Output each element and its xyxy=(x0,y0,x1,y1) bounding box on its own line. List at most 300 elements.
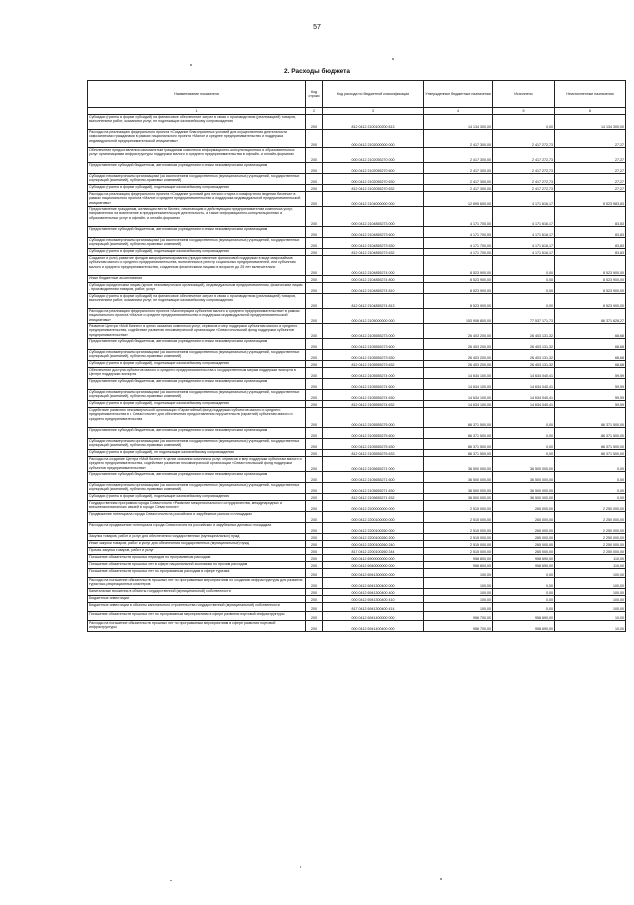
table-row xyxy=(88,238,626,249)
cell-name: Предоставление гражданам, желающим вести бизнес, начинающим и действующим предпринимателям комплекса услуг, направленных на вовлечение в предпринимательскую деятельность, а также информационно-консультационных и образовательных услуг в офлайн- и онлайн-форматах xyxy=(88,207,306,227)
cell-unexecuted: 2 250 000,00 xyxy=(555,541,626,548)
cell-name: Субсидии (гранты в форме субсидий) на финансовое обеспечение затрат в связи с производством (реализацией) товаров, выполнением работ, оказанием услуг, не подлежащие казначейскому сопровождению xyxy=(88,294,306,309)
cell-executed: 0,00 xyxy=(493,408,555,428)
cell-approved: 153 908 800,00 xyxy=(424,309,493,324)
table-row xyxy=(88,339,626,350)
cell-kbk: 000 0412 2105655271 600 xyxy=(323,472,424,483)
cell-code: 200 xyxy=(306,174,323,185)
cell-approved: 86 371 500,00 xyxy=(424,428,493,439)
table-row xyxy=(88,324,626,339)
cell-name: Субсидии некоммерческим организациям (за исключением государственных (муниципальных) учреждений, государственных корпораций (компаний), публично-правовых компаний) xyxy=(88,390,306,401)
cell-kbk: 000 0412 2105655271 630 xyxy=(323,483,424,494)
cell-executed: 265 000,00 xyxy=(493,523,555,534)
cell-name: Субсидии (гранты в форме субсидий), подлежащие казначейскому сопровождению xyxy=(88,494,306,501)
cell-executed: 14 634 040,41 xyxy=(493,379,555,390)
cell-approved: 2 515 000,00 xyxy=(424,541,493,548)
cell-executed: 4 171 616,17 xyxy=(493,249,555,256)
cell-unexecuted: 27,27 xyxy=(555,148,626,163)
table-row xyxy=(88,428,626,439)
cell-kbk: 000 0412 2200100260 200 xyxy=(323,534,424,541)
cell-approved: 4 171 700,00 xyxy=(424,227,493,238)
table-row xyxy=(88,174,626,185)
cell-kbk: 812 0412 2104855273 632 xyxy=(323,249,424,256)
cell-kbk: 000 0412 2105555275 630 xyxy=(323,439,424,450)
table-row xyxy=(88,603,626,612)
cell-code: 200 xyxy=(306,494,323,501)
scan-speck xyxy=(440,878,442,880)
cell-kbk: 812 0412 2105555275 633 xyxy=(323,450,424,457)
cell-unexecuted: 14 134 300,00 xyxy=(555,115,626,130)
cell-kbk: 812 0412 2100100200 813 xyxy=(323,115,424,130)
cell-unexecuted: 68,68 xyxy=(555,324,626,339)
cell-executed: 0,00 xyxy=(493,256,555,276)
cell-name: Расходы на продвижение потенциала города Севастополя на российских и зарубежных деловых площадках xyxy=(88,523,306,534)
cell-name: Расходы на реализацию федерального проекта «Создание благоприятных условий для осуществления деятельности самозанятыми гражданами в рамках национального проекта «Малое и среднее предпринимательство и поддержка индивидуальной предпринимательской инициативы» xyxy=(88,130,306,148)
cell-kbk: 000 0412 6941400000 000 xyxy=(323,612,424,621)
cell-unexecuted: 83,83 xyxy=(555,249,626,256)
table-row xyxy=(88,555,626,562)
cell-code: 200 xyxy=(306,256,323,276)
cell-kbk: 000 0412 6941300400 400 xyxy=(323,589,424,596)
cell-unexecuted: 0,00 xyxy=(555,457,626,472)
cell-executed: 4 171 616,17 xyxy=(493,192,555,207)
cell-name: Субсидии (гранты в форме субсидий) на финансовое обеспечение затрат в связи с производством (реализацией) товаров, выполнением работ, оказанием услуг, не подлежащие казначейскому сопровождению xyxy=(88,115,306,130)
cell-approved: 36 500 000,00 xyxy=(424,472,493,483)
table-row xyxy=(88,309,626,324)
cell-code: 200 xyxy=(306,457,323,472)
cell-name: Расходы на реализацию федерального проекта «Создание условий для легкого старта и комфортного ведения бизнеса» в рамках национального проекта «Малое и среднее предпринимательство и поддержка индивидуальной предпринимательской инициативы» xyxy=(88,192,306,207)
cell-kbk: 000 0412 2105555274 630 xyxy=(323,390,424,401)
cell-unexecuted: 100,00 xyxy=(555,569,626,578)
cell-kbk: 000 0412 2105555273 630 xyxy=(323,350,424,361)
cell-name: Субсидии юридическим лицам (кроме некоммерческих организаций), индивидуальным предпринимателям, физическим лицам - производителям товаров, работ, услуг xyxy=(88,283,306,294)
cell-approved: 14 634 100,00 xyxy=(424,368,493,379)
cell-name: Развитие Центра «Мой бизнес» в целях оказания комплекса услуг, сервисов и мер поддержки субъектам малого и среднего предпринимательства, содействие развитию некоммерческой организации «Севастопольский фонд поддержки субъектов предпринимательства» xyxy=(88,324,306,339)
cell-approved: 100,00 xyxy=(424,569,493,578)
cell-executed: 4 171 616,17 xyxy=(493,238,555,249)
cell-kbk: 000 0412 2102055270 630 xyxy=(323,174,424,185)
cell-executed: 36 500 000,00 xyxy=(493,457,555,472)
cell-kbk: 812 0412 2105555273 632 xyxy=(323,361,424,368)
cell-approved: 26 403 200,00 xyxy=(424,350,493,361)
cell-code: 200 xyxy=(306,238,323,249)
table-row xyxy=(88,350,626,361)
scan-speck xyxy=(190,64,192,66)
cell-approved: 36 500 000,00 xyxy=(424,457,493,472)
cell-name: Содействие развитию некоммерческой организации «Гарантийный фонд поддержки субъектов малого и среднего предпринимательства в г. Севастополе» для обеспечения предоставления поручительств (гарантий) субъектам малого и среднего предпринимательства xyxy=(88,408,306,428)
table-row xyxy=(88,457,626,472)
cell-name: Субсидии (гранты в форме субсидий), подлежащие казначейскому сопровождению xyxy=(88,249,306,256)
header-approved: Утвержденные бюджетные назначения xyxy=(424,81,493,108)
cell-unexecuted: 27,27 xyxy=(555,163,626,174)
table-row xyxy=(88,523,626,534)
cell-executed: 0,00 xyxy=(493,450,555,457)
cell-executed: 26 403 131,32 xyxy=(493,324,555,339)
cell-unexecuted: 8 523 900,00 xyxy=(555,283,626,294)
cell-name: Государственная программа города Севастополя «Развитие межрегионального сотрудничества, международных и внешнеэкономических связей в городе Севастополе» xyxy=(88,501,306,512)
cell-unexecuted: 8 523 900,00 xyxy=(555,276,626,283)
cell-executed: 265 000,00 xyxy=(493,548,555,555)
table-row xyxy=(88,185,626,192)
cell-kbk: 000 0412 2105000000 000 xyxy=(323,309,424,324)
cell-kbk: 000 0412 6900000000 000 xyxy=(323,555,424,562)
cell-approved: 2 515 000,00 xyxy=(424,523,493,534)
cell-code: 200 xyxy=(306,339,323,350)
cell-kbk: 000 0412 6941300400 410 xyxy=(323,596,424,603)
cell-code: 200 xyxy=(306,541,323,548)
cell-code: 200 xyxy=(306,227,323,238)
table-row xyxy=(88,562,626,569)
cell-unexecuted: 86 371 628,27 xyxy=(555,309,626,324)
cell-name: Закупка товаров, работ и услуг для обеспечения государственных (муниципальных) нужд xyxy=(88,534,306,541)
cell-executed: 0,00 xyxy=(493,283,555,294)
cell-approved: 8 523 900,00 xyxy=(424,283,493,294)
cell-kbk: 000 0412 2200100000 000 xyxy=(323,512,424,523)
cell-executed: 0,00 xyxy=(493,115,555,130)
cell-name: Расходы на создание Центра «Мой бизнес» в целях оказания комплекса услуг, сервисов и мер поддержки субъектам малого и среднего предпринимательства, содействие развитию некоммерческой организации «Севастопольский фонд поддержки субъектов предпринимательства» xyxy=(88,457,306,472)
table-row xyxy=(88,472,626,483)
cell-code: 200 xyxy=(306,350,323,361)
cell-unexecuted: 2 250 000,00 xyxy=(555,501,626,512)
cell-approved: 2 417 300,00 xyxy=(424,148,493,163)
cell-unexecuted: 83,83 xyxy=(555,238,626,249)
cell-code: 200 xyxy=(306,361,323,368)
cell-name: Погашение обязательств прошлых лет по программным расходам в сфере туризма xyxy=(88,569,306,578)
cell-approved: 100,00 xyxy=(424,596,493,603)
cell-code: 200 xyxy=(306,603,323,612)
cell-unexecuted: 86 371 500,00 xyxy=(555,428,626,439)
cell-unexecuted: 2 250 000,00 xyxy=(555,512,626,523)
cell-executed: 265 000,00 xyxy=(493,501,555,512)
cell-name: Прочая закупка товаров, работ и услуг xyxy=(88,548,306,555)
table-row xyxy=(88,361,626,368)
table-row xyxy=(88,148,626,163)
cell-unexecuted: 59,59 xyxy=(555,368,626,379)
cell-kbk: 000 0412 2102055270 600 xyxy=(323,163,424,174)
header-unexecuted: Неисполненные назначения xyxy=(555,81,626,108)
cell-kbk: 817 0412 6941300400 414 xyxy=(323,603,424,612)
cell-name: Обеспечение доступа субъектов малого и среднего предпринимательства к государственным мерам поддержки экспорта в Центре поддержки экспорта xyxy=(88,368,306,379)
cell-approved: 2 417 300,00 xyxy=(424,174,493,185)
cell-executed: 26 403 131,32 xyxy=(493,361,555,368)
cell-name: Создание и (или) развитие фондов микрофинансирования (предоставление финансовой поддержки в виде микрозаймов субъектам малого и среднего предпринимательства, включенным в реестр социальных предпринимателей, или субъектам малого и среднего предпринимательства, созданным физическими лицами в возрасте до 25 лет включительно xyxy=(88,256,306,276)
cell-unexecuted: 27,27 xyxy=(555,174,626,185)
table-row xyxy=(88,450,626,457)
cell-executed: 26 403 131,32 xyxy=(493,350,555,361)
cell-kbk: 000 0412 2104855274 000 xyxy=(323,256,424,276)
cell-unexecuted: 2 250 000,00 xyxy=(555,548,626,555)
cell-approved: 86 371 500,00 xyxy=(424,439,493,450)
table-row xyxy=(88,483,626,494)
cell-kbk: 000 0412 2104855273 600 xyxy=(323,227,424,238)
cell-kbk: 000 0412 2105555275 600 xyxy=(323,428,424,439)
cell-code: 200 xyxy=(306,548,323,555)
cell-approved: 2 417 300,00 xyxy=(424,185,493,192)
cell-approved: 2 515 000,00 xyxy=(424,548,493,555)
cell-code: 200 xyxy=(306,207,323,227)
cell-kbk: 000 0412 2200000000 000 xyxy=(323,501,424,512)
cell-executed: 958 690,00 xyxy=(493,621,555,632)
cell-kbk: 000 0412 6940000000 000 xyxy=(323,562,424,569)
cell-code: 200 xyxy=(306,596,323,603)
cell-code: 200 xyxy=(306,401,323,408)
cell-executed: 26 403 131,32 xyxy=(493,339,555,350)
table-row xyxy=(88,534,626,541)
cell-unexecuted: 27,27 xyxy=(555,185,626,192)
cell-name: Погашение обязательств прошлых периодов по программным расходам xyxy=(88,555,306,562)
cell-code: 200 xyxy=(306,379,323,390)
cell-name: Субсидии некоммерческим организациям (за исключением государственных (муниципальных) учреждений, государственных корпораций (компаний), публично-правовых компаний) xyxy=(88,174,306,185)
cell-code: 200 xyxy=(306,621,323,632)
table-row xyxy=(88,256,626,276)
cell-executed: 2 417 272,73 xyxy=(493,174,555,185)
cell-kbk: 817 0412 2200100260 244 xyxy=(323,548,424,555)
table-row xyxy=(88,368,626,379)
cell-code: 200 xyxy=(306,309,323,324)
cell-code: 200 xyxy=(306,483,323,494)
cell-approved: 36 500 000,00 xyxy=(424,483,493,494)
cell-code: 200 xyxy=(306,569,323,578)
cell-name: Предоставление субсидий бюджетным, автономным учреждениям и иным некоммерческим организациям xyxy=(88,472,306,483)
table-row xyxy=(88,408,626,428)
cell-executed: 36 500 000,00 xyxy=(493,483,555,494)
cell-name: Расходы на реализацию федерального проекта «Акселерация субъектов малого и среднего предпринимательства» в рамках национального проекта «Малое и среднее предпринимательство и поддержка индивидуальной предпринимательской инициативы» xyxy=(88,309,306,324)
cell-unexecuted: 59,59 xyxy=(555,390,626,401)
cell-approved: 2 417 300,00 xyxy=(424,130,493,148)
cell-approved: 4 171 700,00 xyxy=(424,207,493,227)
cell-approved: 26 403 200,00 xyxy=(424,339,493,350)
cell-unexecuted: 59,59 xyxy=(555,379,626,390)
cell-name: Предоставление субсидий бюджетным, автономным учреждениям и иным некоммерческим организациям xyxy=(88,163,306,174)
table-row xyxy=(88,115,626,130)
cell-code: 200 xyxy=(306,368,323,379)
cell-unexecuted: 86 371 500,00 xyxy=(555,450,626,457)
cell-code: 200 xyxy=(306,523,323,534)
cell-approved: 100,00 xyxy=(424,589,493,596)
cell-unexecuted: 110,00 xyxy=(555,562,626,569)
table-row xyxy=(88,130,626,148)
cell-approved: 86 371 500,00 xyxy=(424,408,493,428)
cell-kbk: 000 0412 6941400400 000 xyxy=(323,621,424,632)
cell-executed: 4 171 616,17 xyxy=(493,207,555,227)
table-row xyxy=(88,494,626,501)
table-row xyxy=(88,207,626,227)
table-body xyxy=(88,115,626,632)
cell-executed: 958 690,00 xyxy=(493,562,555,569)
cell-code: 200 xyxy=(306,115,323,130)
cell-kbk: 000 0412 2104855273 000 xyxy=(323,207,424,227)
cell-executed: 14 634 040,41 xyxy=(493,401,555,408)
scan-speck xyxy=(300,866,301,868)
cell-name: Иные закупки товаров, работ и услуг для обеспечения государственных (муниципальных) нужд xyxy=(88,541,306,548)
cell-unexecuted: 100,00 xyxy=(555,596,626,603)
cell-kbk: 000 0412 2105555273 000 xyxy=(323,324,424,339)
cell-executed: 77 537 171,73 xyxy=(493,309,555,324)
cell-unexecuted: 83,83 xyxy=(555,227,626,238)
cell-executed: 14 634 040,41 xyxy=(493,390,555,401)
header-code: Код строки xyxy=(306,81,323,108)
table-row xyxy=(88,294,626,309)
cell-executed: 0,00 xyxy=(493,294,555,309)
header-executed: Исполнено xyxy=(493,81,555,108)
cell-approved: 958 700,00 xyxy=(424,612,493,621)
cell-approved: 2 417 300,00 xyxy=(424,163,493,174)
cell-unexecuted: 68,68 xyxy=(555,361,626,368)
cell-executed: 0,00 xyxy=(493,603,555,612)
cell-unexecuted: 68,68 xyxy=(555,339,626,350)
cell-kbk: 000 0412 2104855274 800 xyxy=(323,276,424,283)
cell-approved: 2 515 000,00 xyxy=(424,534,493,541)
cell-executed: 36 500 000,00 xyxy=(493,494,555,501)
header-kbk: Код расхода по бюджетной классификации xyxy=(323,81,424,108)
header-name: Наименование показателя xyxy=(88,81,306,108)
cell-approved: 8 523 900,00 xyxy=(424,276,493,283)
cell-approved: 86 371 500,00 xyxy=(424,450,493,457)
cell-unexecuted: 100,00 xyxy=(555,589,626,596)
cell-executed: 2 417 272,73 xyxy=(493,130,555,148)
cell-unexecuted: 110,00 xyxy=(555,555,626,562)
cell-executed: 0,00 xyxy=(493,589,555,596)
cell-name: Обеспечение предоставления самозанятым гражданам комплекса информационно-консультационных и образовательных услуг организациями инфраструктуры поддержки малого и среднего предпринимательства в офлайн- и онлайн-форматах xyxy=(88,148,306,163)
cell-unexecuted: 10,00 xyxy=(555,621,626,632)
cell-kbk: 812 0412 2104855274 813 xyxy=(323,294,424,309)
cell-code: 200 xyxy=(306,294,323,309)
cell-approved: 36 500 000,00 xyxy=(424,494,493,501)
cell-kbk: 000 0412 2200100260 240 xyxy=(323,541,424,548)
cell-approved: 2 515 000,00 xyxy=(424,501,493,512)
cell-name: Иные бюджетные ассигнования xyxy=(88,276,306,283)
cell-executed: 0,00 xyxy=(493,578,555,589)
table-row xyxy=(88,578,626,589)
table-row xyxy=(88,401,626,408)
cell-name: Расходы на погашение обязательств прошлых лет по программным мероприятиям в сфере развития портовой инфраструктуры xyxy=(88,621,306,632)
cell-name: Погашение обязательств прошлых лет по программным мероприятиям в сфере развития портовой инфраструктуры xyxy=(88,612,306,621)
cell-name: Предоставление субсидий бюджетным, автономным учреждениям и иным некоммерческим организациям xyxy=(88,428,306,439)
cell-name: Погашение обязательств прошлых лет в сфере национальной экономики по прочим расходам xyxy=(88,562,306,569)
cell-code: 200 xyxy=(306,534,323,541)
table-row xyxy=(88,276,626,283)
column-number: 6 xyxy=(555,108,626,115)
cell-unexecuted: 83,83 xyxy=(555,207,626,227)
cell-code: 200 xyxy=(306,472,323,483)
cell-unexecuted: 86 371 500,00 xyxy=(555,408,626,428)
cell-unexecuted: 8 523 900,00 xyxy=(555,256,626,276)
cell-name: Бюджетные инвестиции в объекты капитального строительства государственной (муниципальной) собственности xyxy=(88,603,306,612)
cell-executed: 265 000,00 xyxy=(493,541,555,548)
cell-unexecuted: 100,00 xyxy=(555,603,626,612)
cell-kbk: 000 0412 2102000000 000 xyxy=(323,130,424,148)
cell-executed: 36 500 000,00 xyxy=(493,472,555,483)
cell-executed: 265 000,00 xyxy=(493,512,555,523)
cell-approved: 26 403 200,00 xyxy=(424,361,493,368)
cell-approved: 2 515 000,00 xyxy=(424,512,493,523)
cell-code: 200 xyxy=(306,555,323,562)
cell-code: 200 xyxy=(306,501,323,512)
cell-unexecuted: 2 250 000,00 xyxy=(555,523,626,534)
cell-unexecuted: 0,00 xyxy=(555,494,626,501)
cell-unexecuted: 0,00 xyxy=(555,472,626,483)
cell-executed: 4 171 616,17 xyxy=(493,227,555,238)
cell-name: Капитальные вложения в объекты государственной (муниципальной) собственности xyxy=(88,589,306,596)
column-number: 5 xyxy=(493,108,555,115)
column-number: 2 xyxy=(306,108,323,115)
table-row xyxy=(88,501,626,512)
cell-kbk: 000 0412 6941300400 000 xyxy=(323,578,424,589)
cell-unexecuted: 10,00 xyxy=(555,612,626,621)
cell-name: Продвижение потенциала города Севастополя на российских и зарубежных рынках и площадках xyxy=(88,512,306,523)
cell-unexecuted: 59,59 xyxy=(555,401,626,408)
table-row xyxy=(88,569,626,578)
cell-code: 200 xyxy=(306,276,323,283)
page-number: 57 xyxy=(313,24,321,31)
cell-approved: 12 695 600,00 xyxy=(424,192,493,207)
table-row xyxy=(88,283,626,294)
table-row xyxy=(88,249,626,256)
table-row xyxy=(88,192,626,207)
cell-approved: 4 171 700,00 xyxy=(424,238,493,249)
cell-approved: 958 800,00 xyxy=(424,562,493,569)
cell-executed: 2 417 272,73 xyxy=(493,185,555,192)
cell-kbk: 000 0412 2104000000 000 xyxy=(323,192,424,207)
cell-executed: 0,00 xyxy=(493,569,555,578)
cell-name: Предоставление субсидий бюджетным, автономным учреждениям и иным некоммерческим организациям xyxy=(88,227,306,238)
cell-code: 200 xyxy=(306,439,323,450)
cell-kbk: 812 0412 2105655271 632 xyxy=(323,494,424,501)
cell-code: 200 xyxy=(306,428,323,439)
scan-speck xyxy=(170,880,172,881)
table-row xyxy=(88,512,626,523)
cell-approved: 100,00 xyxy=(424,603,493,612)
scan-speck xyxy=(392,58,394,60)
cell-code: 200 xyxy=(306,450,323,457)
cell-name: Субсидии (гранты в форме субсидий), подлежащие казначейскому сопровождению xyxy=(88,401,306,408)
cell-unexecuted: 27,27 xyxy=(555,130,626,148)
cell-executed: 2 417 272,73 xyxy=(493,163,555,174)
cell-unexecuted: 0,00 xyxy=(555,483,626,494)
cell-executed: 14 634 040,41 xyxy=(493,368,555,379)
cell-kbk: 000 0412 2104855273 630 xyxy=(323,238,424,249)
cell-kbk: 000 0412 2105655271 000 xyxy=(323,457,424,472)
cell-code: 200 xyxy=(306,185,323,192)
cell-approved: 26 403 200,00 xyxy=(424,324,493,339)
cell-approved: 14 634 100,00 xyxy=(424,390,493,401)
table-row xyxy=(88,612,626,621)
column-number-row xyxy=(88,108,626,115)
table-row xyxy=(88,596,626,603)
cell-code: 200 xyxy=(306,192,323,207)
table-row xyxy=(88,227,626,238)
cell-unexecuted: 8 523 900,00 xyxy=(555,294,626,309)
cell-code: 200 xyxy=(306,408,323,428)
cell-approved: 14 634 100,00 xyxy=(424,401,493,408)
cell-code: 200 xyxy=(306,324,323,339)
cell-executed: 265 000,00 xyxy=(493,534,555,541)
cell-kbk: 000 0412 2105555273 600 xyxy=(323,339,424,350)
cell-approved: 8 523 900,00 xyxy=(424,294,493,309)
table-row xyxy=(88,548,626,555)
cell-unexecuted: 8 523 983,83 xyxy=(555,192,626,207)
cell-approved: 958 800,00 xyxy=(424,555,493,562)
column-number: 3 xyxy=(323,108,424,115)
column-number: 1 xyxy=(88,108,306,115)
cell-approved: 100,00 xyxy=(424,578,493,589)
cell-executed: 958 690,00 xyxy=(493,555,555,562)
cell-name: Субсидии (гранты в форме субсидий), не подлежащие казначейскому сопровождению xyxy=(88,450,306,457)
cell-kbk: 812 0412 2105555274 632 xyxy=(323,401,424,408)
cell-unexecuted: 100,00 xyxy=(555,578,626,589)
cell-unexecuted: 86 371 500,00 xyxy=(555,439,626,450)
cell-code: 200 xyxy=(306,249,323,256)
